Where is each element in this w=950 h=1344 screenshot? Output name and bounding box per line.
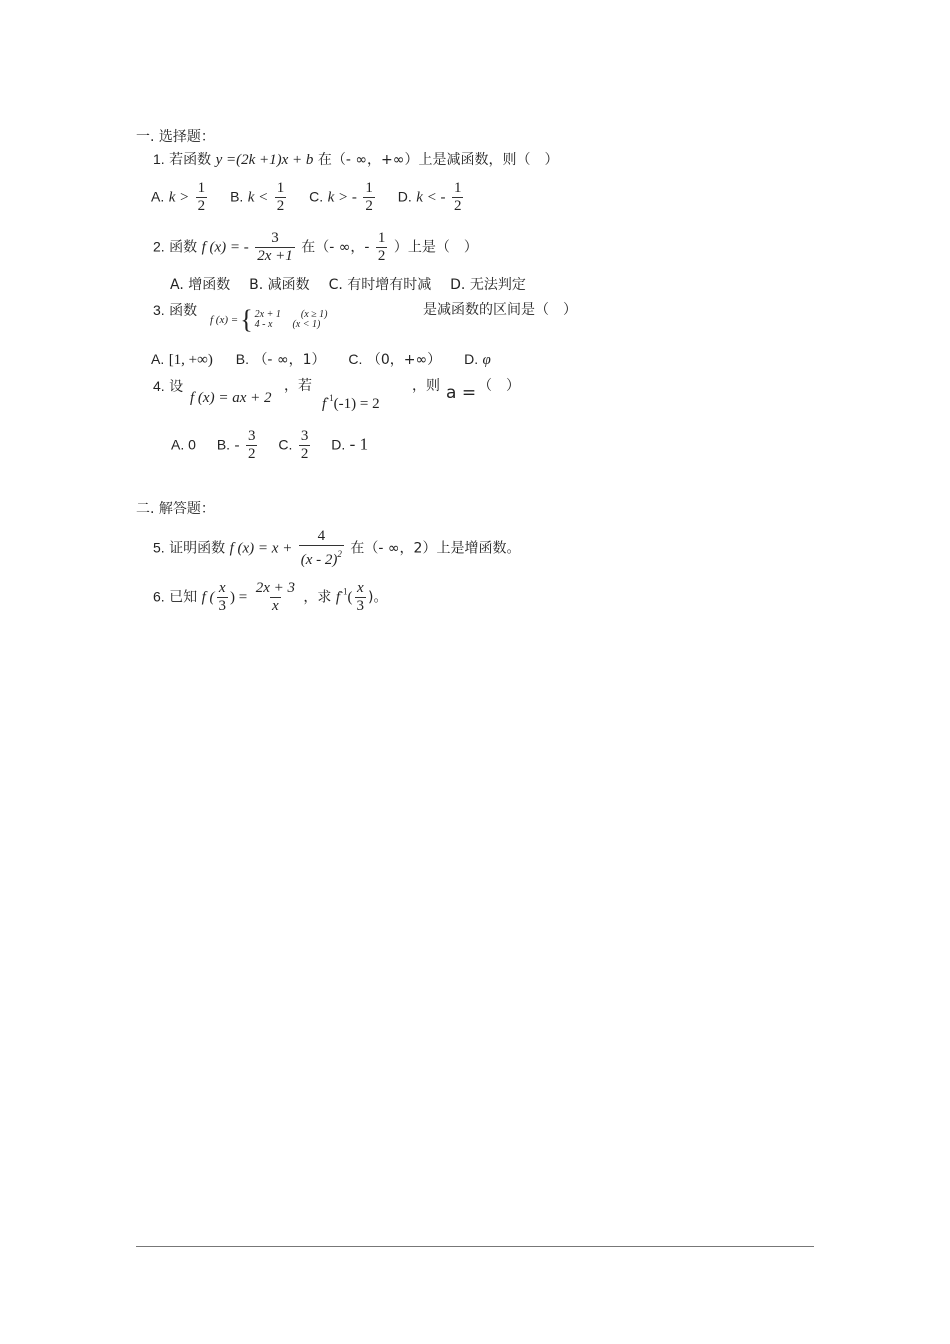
q3-prefix: 函数 xyxy=(169,303,198,319)
question-6 xyxy=(153,580,388,615)
q4-function xyxy=(190,389,271,407)
q3-opt-c-value: （0，+∞） xyxy=(366,352,442,368)
q3-opt-c-label: C. xyxy=(348,351,363,367)
q6-inv-f: f xyxy=(335,589,341,606)
q4-opt-b-frac: $\frac{3}{2}$ xyxy=(247,428,256,462)
footer-rule xyxy=(136,1246,814,1247)
section1-title: 一. 选择题： xyxy=(136,129,215,145)
q6-inv-sup: -1 xyxy=(340,586,348,597)
question-3 xyxy=(153,301,197,320)
q2-options xyxy=(170,276,526,294)
q5-prefix: 证明函数 xyxy=(169,540,226,557)
q6-inner-fraction: $\frac{x}{3}$ xyxy=(218,580,227,614)
q5-number: 5. xyxy=(153,539,165,556)
q4-opt-a: A. 0 xyxy=(171,436,196,453)
q3-opt-d-value: φ xyxy=(482,352,491,368)
q1-opt-a-frac: $\frac{1}{2}$ xyxy=(197,180,206,214)
q3-fx: f (x) = xyxy=(210,314,239,326)
q3-piecewise xyxy=(210,305,328,334)
question-5 xyxy=(153,528,520,569)
q1-opt-d-lhs: k < - xyxy=(416,189,446,206)
q1-opt-b-label: B. xyxy=(230,188,244,205)
q4-inv-sup: -1 xyxy=(326,393,334,403)
q3-opt-d-label: D. xyxy=(464,351,479,367)
q4-number: 4. xyxy=(153,378,165,394)
q5-fraction: $\frac{4}{(x - 2)^2}$ xyxy=(300,528,342,568)
q3-opt-a-label: A. xyxy=(151,351,165,367)
q1-opt-d-frac: $\frac{1}{2}$ xyxy=(453,180,462,214)
q4-fx: f (x) = ax + 2 xyxy=(190,390,272,406)
q2-prefix: 函数 xyxy=(169,239,198,256)
q3-tail: 是减函数的区间是（ ） xyxy=(423,302,577,318)
q4-opt-c-frac: $\frac{3}{2}$ xyxy=(300,428,309,462)
q4-opt-b-label: B. xyxy=(216,436,231,453)
q4-inv-rest: (-1) = 2 xyxy=(333,396,380,412)
section2-title: 二. 解答题： xyxy=(136,501,215,517)
q3-opt-b-label: B. xyxy=(235,351,249,367)
q4-if: ，若 xyxy=(284,378,312,394)
q6-inv-lp: ( xyxy=(347,589,353,606)
q5-tail: 在（- ∞，2）上是增函数。 xyxy=(350,540,521,557)
q1-text: 在（- ∞，+∞）上是减函数，则（ ） xyxy=(317,152,559,168)
q2-lhs: f (x) = - xyxy=(201,239,249,256)
q2-opt-d: D. 无法判定 xyxy=(450,277,526,293)
q6-rhs-fraction: $\frac{2x + 3}{x}$ xyxy=(255,580,295,614)
q1-opt-b-lhs: k < xyxy=(247,189,269,206)
q3-opt-a-value: [1, +∞) xyxy=(168,352,213,368)
q2-tail: ）上是（ ） xyxy=(393,239,478,256)
q6-inv-rp: )。 xyxy=(368,589,388,606)
q3-options xyxy=(151,350,491,369)
q6-inv-fraction: $\frac{x}{3}$ xyxy=(356,580,365,614)
q1-opt-d-label: D. xyxy=(397,188,412,205)
q6-rp: ) = xyxy=(230,589,248,606)
q3-row2: 4 - x (x < 1) xyxy=(254,319,321,330)
q6-prefix: 已知 xyxy=(169,589,198,606)
q4-then: ，则 xyxy=(412,378,440,394)
q1-number: 1. xyxy=(153,151,165,167)
q4-a: a = xyxy=(446,383,477,403)
q2-fraction: $\frac{3}{2x +1}$ xyxy=(257,230,293,264)
q1-options xyxy=(151,180,465,215)
q6-lhs-f: f ( xyxy=(201,589,215,606)
q2-opt-a: A. 增函数 xyxy=(170,277,231,293)
q4-inv-f: f xyxy=(322,396,327,412)
q1-opt-c-frac: $\frac{1}{2}$ xyxy=(365,180,373,214)
question-4 xyxy=(153,377,183,396)
q1-opt-c-lhs: k > - xyxy=(327,189,357,206)
q1-expression: y =(2k +1)x + b xyxy=(215,152,314,168)
q1-opt-c-label: C. xyxy=(309,188,324,205)
q4-prefix: 设 xyxy=(169,379,184,395)
q1-opt-b-frac: $\frac{1}{2}$ xyxy=(276,180,285,214)
q2-interval-fraction: $\frac{1}{2}$ xyxy=(377,230,386,264)
q3-opt-b-value: （- ∞，1） xyxy=(253,352,326,368)
q4-opt-c-label: C. xyxy=(278,436,293,453)
q4-opt-d-value: - 1 xyxy=(349,434,369,454)
question-2 xyxy=(153,230,478,265)
q4-opt-b-sign: - xyxy=(234,437,240,454)
question-1 xyxy=(153,150,558,169)
q2-opt-c: C. 有时增有时减 xyxy=(328,277,432,293)
q4-inverse xyxy=(322,389,380,413)
q6-mid: ，求 xyxy=(303,589,332,606)
q5-lhs: f (x) = x + xyxy=(229,540,293,557)
q4-options xyxy=(171,428,368,463)
q4-opt-d-label: D. xyxy=(331,436,346,453)
q3-row1: 2x + 1 (x ≥ 1) xyxy=(254,309,328,320)
q6-number: 6. xyxy=(153,588,165,605)
q1-prefix: 若函数 xyxy=(169,152,212,168)
q4-paren: （ ） xyxy=(478,378,520,394)
q2-number: 2. xyxy=(153,238,165,255)
q1-opt-a-lhs: k > xyxy=(168,189,190,206)
q2-opt-b: B. 减函数 xyxy=(249,277,310,293)
q3-brace: { xyxy=(240,305,253,334)
q1-opt-a-label: A. xyxy=(151,188,165,205)
q3-number: 3. xyxy=(153,302,165,318)
q2-interval-text: 在（- ∞，- xyxy=(301,239,370,256)
